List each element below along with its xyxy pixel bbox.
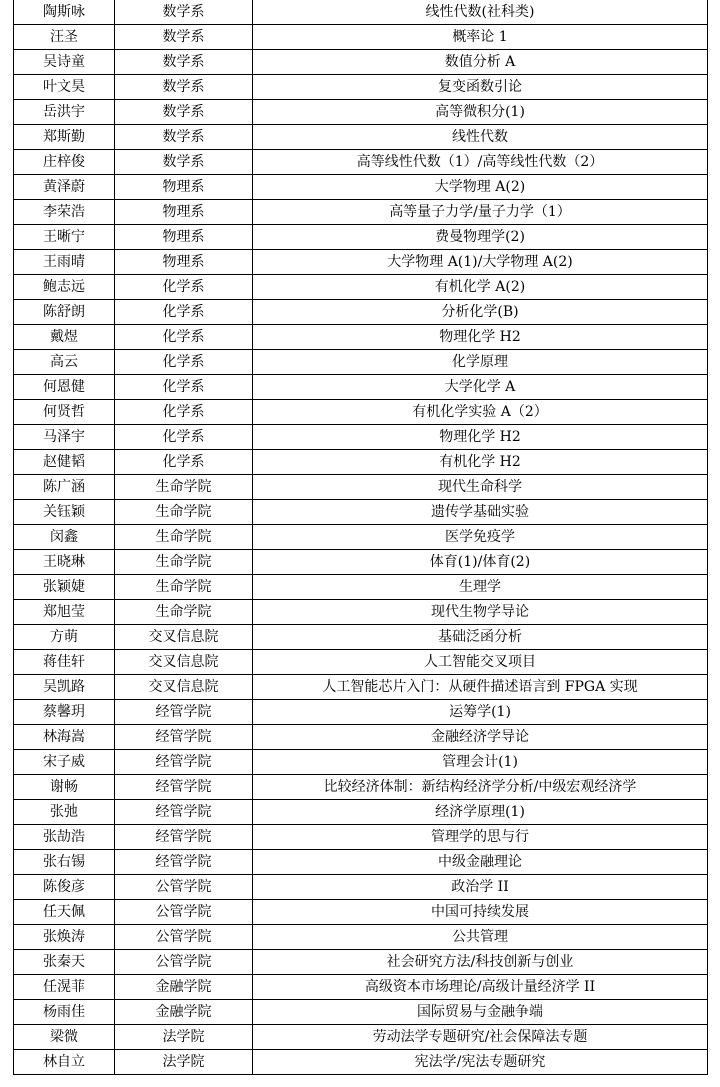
table-row (14, 975, 708, 1000)
course-cell: 高等微积分(1) (253, 100, 708, 125)
course-cell: 有机化学实验 A（2） (253, 400, 708, 425)
student-name-cell: 吴诗童 (14, 50, 115, 75)
student-name-cell: 马泽宇 (14, 425, 115, 450)
course-cell: 人工智能芯片入门：从硬件描述语言到 FPGA 实现 (253, 675, 708, 700)
student-name-cell: 关钰颖 (14, 500, 115, 525)
student-name-cell: 林海嵩 (14, 725, 115, 750)
table-row (14, 775, 708, 800)
department-cell: 经管学院 (115, 700, 253, 725)
course-cell: 遗传学基础实验 (253, 500, 708, 525)
student-name-cell: 高云 (14, 350, 115, 375)
student-name-cell: 王雨晴 (14, 250, 115, 275)
course-cell: 公共管理 (253, 925, 708, 950)
student-name-cell: 吴凯路 (14, 675, 115, 700)
student-name-cell: 何恩健 (14, 375, 115, 400)
table-row (14, 875, 708, 900)
course-cell: 分析化学(B) (253, 300, 708, 325)
student-name-cell: 蒋佳轩 (14, 650, 115, 675)
department-cell: 交叉信息院 (115, 650, 253, 675)
table-row (14, 125, 708, 150)
department-cell: 生命学院 (115, 525, 253, 550)
course-cell: 中级金融理论 (253, 850, 708, 875)
course-cell: 高级资本市场理论/高级计量经济学 II (253, 975, 708, 1000)
student-name-cell: 杨雨佳 (14, 1000, 115, 1025)
table-row (14, 375, 708, 400)
student-name-cell: 陈俊彦 (14, 875, 115, 900)
department-cell: 经管学院 (115, 825, 253, 850)
student-name-cell: 闵鑫 (14, 525, 115, 550)
department-cell: 生命学院 (115, 575, 253, 600)
department-cell: 化学系 (115, 350, 253, 375)
student-name-cell: 张颖婕 (14, 575, 115, 600)
student-name-cell: 蔡馨玥 (14, 700, 115, 725)
department-cell: 生命学院 (115, 600, 253, 625)
student-name-cell: 叶文昊 (14, 75, 115, 100)
department-cell: 法学院 (115, 1025, 253, 1050)
department-cell: 交叉信息院 (115, 625, 253, 650)
table-row (14, 1050, 708, 1075)
table-row (14, 425, 708, 450)
student-name-cell: 林自立 (14, 1050, 115, 1075)
student-name-cell: 戴煜 (14, 325, 115, 350)
table-row (14, 25, 708, 50)
table-row (14, 225, 708, 250)
student-name-cell: 张劼浩 (14, 825, 115, 850)
table-row (14, 100, 708, 125)
table-row (14, 700, 708, 725)
course-cell: 基础泛函分析 (253, 625, 708, 650)
table-row (14, 600, 708, 625)
table-row (14, 175, 708, 200)
student-name-cell: 李荣浩 (14, 200, 115, 225)
student-name-cell: 梁微 (14, 1025, 115, 1050)
table-row (14, 0, 708, 25)
department-cell: 数学系 (115, 125, 253, 150)
table-row (14, 525, 708, 550)
department-cell: 化学系 (115, 275, 253, 300)
table-row (14, 350, 708, 375)
table-row (14, 1000, 708, 1025)
department-cell: 化学系 (115, 300, 253, 325)
course-cell: 生理学 (253, 575, 708, 600)
department-cell: 经管学院 (115, 750, 253, 775)
table-row (14, 325, 708, 350)
course-cell: 物理化学 H2 (253, 425, 708, 450)
student-name-cell: 任天佩 (14, 900, 115, 925)
table-row (14, 900, 708, 925)
course-cell: 管理学的思与行 (253, 825, 708, 850)
table-row (14, 50, 708, 75)
course-cell: 线性代数(社科类) (253, 0, 708, 25)
table-row (14, 675, 708, 700)
table-row (14, 575, 708, 600)
course-cell: 物理化学 H2 (253, 325, 708, 350)
course-cell: 社会研究方法/科技创新与创业 (253, 950, 708, 975)
student-name-cell: 郑斯勤 (14, 125, 115, 150)
course-cell: 大学化学 A (253, 375, 708, 400)
department-cell: 化学系 (115, 450, 253, 475)
table-row (14, 625, 708, 650)
course-cell: 化学原理 (253, 350, 708, 375)
course-cell: 国际贸易与金融争端 (253, 1000, 708, 1025)
department-cell: 生命学院 (115, 475, 253, 500)
table-row (14, 500, 708, 525)
table-row (14, 150, 708, 175)
course-cell: 劳动法学专题研究/社会保障法专题 (253, 1025, 708, 1050)
department-cell: 数学系 (115, 150, 253, 175)
course-cell: 线性代数 (253, 125, 708, 150)
table-row (14, 75, 708, 100)
course-cell: 大学物理 A(1)/大学物理 A(2) (253, 250, 708, 275)
table-row (14, 950, 708, 975)
department-cell: 公管学院 (115, 925, 253, 950)
department-cell: 生命学院 (115, 500, 253, 525)
table-row (14, 200, 708, 225)
department-cell: 金融学院 (115, 975, 253, 1000)
table-row (14, 450, 708, 475)
course-cell: 运筹学(1) (253, 700, 708, 725)
course-cell: 高等量子力学/量子力学（1） (253, 200, 708, 225)
student-name-cell: 陈广涵 (14, 475, 115, 500)
department-cell: 法学院 (115, 1050, 253, 1075)
course-cell: 金融经济学导论 (253, 725, 708, 750)
course-cell: 比较经济体制：新结构经济学分析/中级宏观经济学 (253, 775, 708, 800)
course-cell: 有机化学 A(2) (253, 275, 708, 300)
course-cell: 数值分析 A (253, 50, 708, 75)
student-name-cell: 赵健韬 (14, 450, 115, 475)
student-name-cell: 张弛 (14, 800, 115, 825)
course-table (13, 0, 708, 1075)
student-name-cell: 鲍志远 (14, 275, 115, 300)
course-cell: 复变函数引论 (253, 75, 708, 100)
department-cell: 金融学院 (115, 1000, 253, 1025)
course-cell: 费曼物理学(2) (253, 225, 708, 250)
student-name-cell: 郑旭莹 (14, 600, 115, 625)
course-cell: 大学物理 A(2) (253, 175, 708, 200)
table-row (14, 850, 708, 875)
table-row (14, 925, 708, 950)
table-row (14, 475, 708, 500)
course-cell: 人工智能交叉项目 (253, 650, 708, 675)
table-row (14, 1025, 708, 1050)
department-cell: 物理系 (115, 250, 253, 275)
department-cell: 数学系 (115, 25, 253, 50)
table-row (14, 550, 708, 575)
course-cell: 高等线性代数（1）/高等线性代数（2） (253, 150, 708, 175)
table-row (14, 650, 708, 675)
department-cell: 物理系 (115, 200, 253, 225)
table-row (14, 400, 708, 425)
course-cell: 管理会计(1) (253, 750, 708, 775)
student-name-cell: 庄梓俊 (14, 150, 115, 175)
course-cell: 体育(1)/体育(2) (253, 550, 708, 575)
department-cell: 物理系 (115, 225, 253, 250)
department-cell: 经管学院 (115, 850, 253, 875)
department-cell: 化学系 (115, 400, 253, 425)
student-name-cell: 张右锡 (14, 850, 115, 875)
table-row (14, 750, 708, 775)
student-name-cell: 陈舒朗 (14, 300, 115, 325)
student-name-cell: 何贤哲 (14, 400, 115, 425)
student-name-cell: 岳洪宇 (14, 100, 115, 125)
department-cell: 公管学院 (115, 875, 253, 900)
student-name-cell: 张秦天 (14, 950, 115, 975)
department-cell: 化学系 (115, 325, 253, 350)
department-cell: 数学系 (115, 0, 253, 25)
student-name-cell: 谢畅 (14, 775, 115, 800)
department-cell: 化学系 (115, 425, 253, 450)
department-cell: 公管学院 (115, 900, 253, 925)
department-cell: 经管学院 (115, 725, 253, 750)
table-row (14, 275, 708, 300)
department-cell: 数学系 (115, 50, 253, 75)
student-name-cell: 方萌 (14, 625, 115, 650)
course-cell: 概率论 1 (253, 25, 708, 50)
course-cell: 宪法学/宪法专题研究 (253, 1050, 708, 1075)
table-row (14, 800, 708, 825)
department-cell: 经管学院 (115, 775, 253, 800)
course-cell: 现代生物学导论 (253, 600, 708, 625)
course-cell: 现代生命科学 (253, 475, 708, 500)
table-row (14, 725, 708, 750)
student-name-cell: 宋子威 (14, 750, 115, 775)
course-cell: 医学免疫学 (253, 525, 708, 550)
department-cell: 数学系 (115, 75, 253, 100)
department-cell: 物理系 (115, 175, 253, 200)
course-cell: 政治学 II (253, 875, 708, 900)
course-cell: 经济学原理(1) (253, 800, 708, 825)
course-cell: 中国可持续发展 (253, 900, 708, 925)
student-name-cell: 张焕涛 (14, 925, 115, 950)
student-name-cell: 陶斯咏 (14, 0, 115, 25)
table-row (14, 250, 708, 275)
student-name-cell: 黄泽蔚 (14, 175, 115, 200)
department-cell: 交叉信息院 (115, 675, 253, 700)
student-name-cell: 任滉菲 (14, 975, 115, 1000)
table-row (14, 300, 708, 325)
table-row (14, 825, 708, 850)
department-cell: 化学系 (115, 375, 253, 400)
department-cell: 公管学院 (115, 950, 253, 975)
student-name-cell: 王晓琳 (14, 550, 115, 575)
department-cell: 数学系 (115, 100, 253, 125)
student-name-cell: 王晰宁 (14, 225, 115, 250)
department-cell: 生命学院 (115, 550, 253, 575)
student-name-cell: 汪圣 (14, 25, 115, 50)
course-table-body (14, 0, 708, 1075)
course-cell: 有机化学 H2 (253, 450, 708, 475)
department-cell: 经管学院 (115, 800, 253, 825)
